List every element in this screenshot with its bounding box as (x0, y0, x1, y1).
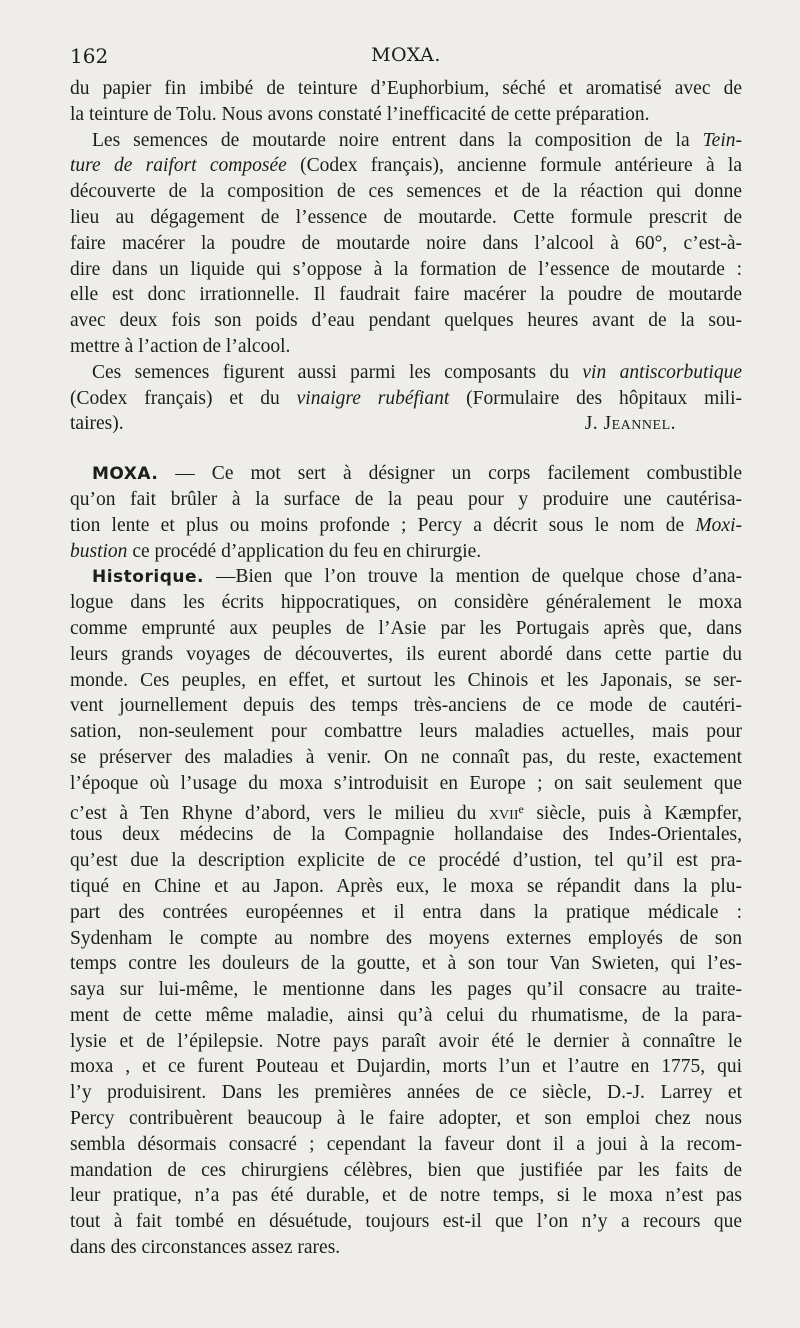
text-line: se préserver des maladies à venir. On ne connaît pas, du reste, exactement (70, 746, 742, 768)
text-line (70, 128, 742, 154)
text-line: mettre à l’action de l’alcool. (70, 335, 291, 357)
text-line: découverte de la composition de ces semences et de la réaction qui donne (70, 181, 742, 203)
text-line (70, 411, 742, 437)
text-line: la teinture de Tolu. Nous avons constaté l’inefficacité de cette préparation. (70, 103, 650, 125)
text-line (70, 564, 742, 590)
text-line: ment de cette même maladie, ainsi qu’à celui du rhumatisme, de la para- (70, 1004, 742, 1026)
text-line: Sydenham le compte au nombre des moyens externes employés de son (70, 927, 742, 949)
running-title: MOXA. (371, 44, 441, 66)
text-run: tion lente et plus ou moins profonde ; Percy a décrit sous le nom de (70, 514, 696, 536)
text-line: monde. Ces peuples, en effet, et surtout les Chinois et les Japonais, se ser- (70, 669, 742, 691)
superscript: e (518, 801, 524, 816)
text-line: sation, non-seulement pour combattre leurs maladies actuelles, mais pour (70, 721, 742, 743)
text-run: Ces semences figurent aussi parmi les composants du (92, 361, 583, 383)
text-line: temps contre les douleurs de la goutte, et à son tour Van Swieten, qui l’es- (70, 953, 742, 975)
text-run: (Codex français) et du (70, 387, 297, 409)
text-line: dans des circonstances assez rares. (70, 1237, 341, 1259)
text-run: (Codex français), ancienne formule antérieure à la (286, 155, 742, 177)
text-line (70, 539, 742, 565)
author-signature: J. Jeannel. (584, 413, 676, 435)
text-line: moxa , et ce furent Pouteau et Dujardin, morts l’un et l’autre en 1775, qui (70, 1056, 742, 1078)
text-line (70, 386, 742, 412)
section-heading: Historique. (92, 567, 204, 588)
text-line: faire macérer la poudre de moutarde noire dans l’alcool à 60°, c’est-à- (70, 232, 742, 254)
text-run: Les semences de moutarde noire entrent dans la composition de la (92, 129, 703, 151)
text-run: siècle, puis à Kæmpfer, (523, 802, 742, 823)
text-line: comme emprunté aux peuples de l’Asie par les Portugais après que, dans (70, 617, 742, 639)
text-run: c’est à Ten Rhyne d’abord, vers le milieu du (70, 802, 489, 823)
text-run: (Formulaire des hôpitaux mili- (449, 387, 742, 409)
text-line: elle est donc irrationnelle. Il faudrait faire macérer la poudre de moutarde (70, 284, 742, 306)
century-numeral: xvii (488, 802, 519, 823)
text-line: avec deux fois son poids d’eau pendant quelques heures avant de la sou- (70, 310, 742, 332)
text-line: l’époque où l’usage du moxa s’introduisit en Europe ; on sait seulement que (70, 772, 742, 794)
italic-run: vinaigre rubéfiant (296, 387, 450, 409)
text-line: mandation de ces chirurgiens célèbres, bien que justifiée par les faits de (70, 1159, 742, 1181)
text-line (70, 360, 742, 386)
text-line: vent journellement depuis des temps très-anciens de ce mode de cautéri- (70, 695, 742, 717)
text-line: leurs grands voyages de découvertes, ils eurent abordé dans cette partie du (70, 643, 742, 665)
italic-run: ture de raifort composée (70, 155, 287, 177)
page-number: 162 (70, 44, 109, 68)
text-line (70, 461, 742, 487)
text-line: lysie et de l’épilepsie. Notre pays paraît avoir été le dernier à connaître le (70, 1030, 742, 1052)
text-line (70, 153, 742, 179)
text-line: l’y produisirent. Dans les premières années de ce siècle, D.-J. Larrey et (70, 1082, 742, 1104)
text-run: ce procédé d’application du feu en chirurgie. (127, 540, 482, 562)
text-line: tiqué en Chine et au Japon. Après eux, le moxa se répandit dans la plu- (70, 875, 742, 897)
text-line: sembla désormais consacré ; cependant la faveur dont il a joui à la recom- (70, 1133, 742, 1155)
text-line: tous deux médecins de la Compagnie hollandaise des Indes-Orientales, (70, 824, 742, 846)
page-header (70, 44, 742, 70)
text-line (70, 513, 742, 539)
text-line: qu’on fait brûler à la surface de la peau pour y produire une cautérisa- (70, 488, 742, 510)
body-text (70, 76, 742, 1261)
italic-run: bustion (70, 540, 128, 562)
text-line: leur pratique, n’a pas été durable, et de notre temps, si le moxa n’est pas (70, 1185, 742, 1207)
text-line: du papier fin imbibé de teinture d’Euphorbium, séché et aromatisé avec de (70, 78, 742, 99)
italic-run: Moxi- (695, 514, 742, 536)
text-line: tout à fait tombé en désuétude, toujours est-il que l’on n’y a recours que (70, 1211, 742, 1233)
text-line: Percy contribuèrent beaucoup à le faire adopter, et son emploi chez nous (70, 1108, 742, 1130)
italic-run: Tein- (702, 129, 742, 151)
entry-heading: MOXA. (92, 464, 159, 485)
text-line: part des contrées européennes et il entra dans la pratique médicale : (70, 901, 742, 923)
text-line: saya sur lui-même, le mentionne dans les pages qu’il consacre au traite- (70, 979, 742, 1001)
text-line (70, 797, 742, 823)
text-run: taires). (70, 413, 124, 435)
text-line: qu’est due la description explicite de ce procédé d’ustion, tel qu’il est pra- (70, 850, 742, 872)
text-run: —Bien que l’on trouve la mention de quelque chose d’ana- (203, 566, 742, 588)
text-line: dire dans un liquide qui s’oppose à la formation de l’essence de moutarde : (70, 258, 742, 280)
section-gap (70, 437, 742, 461)
text-line: logue dans les écrits hippocratiques, on considère généralement le moxa (70, 592, 742, 614)
text-run: — Ce mot sert à désigner un corps facilement combustible (158, 463, 742, 485)
text-line: lieu au dégagement de l’essence de moutarde. Cette formule prescrit de (70, 206, 742, 228)
italic-run: vin antiscorbutique (582, 361, 742, 383)
